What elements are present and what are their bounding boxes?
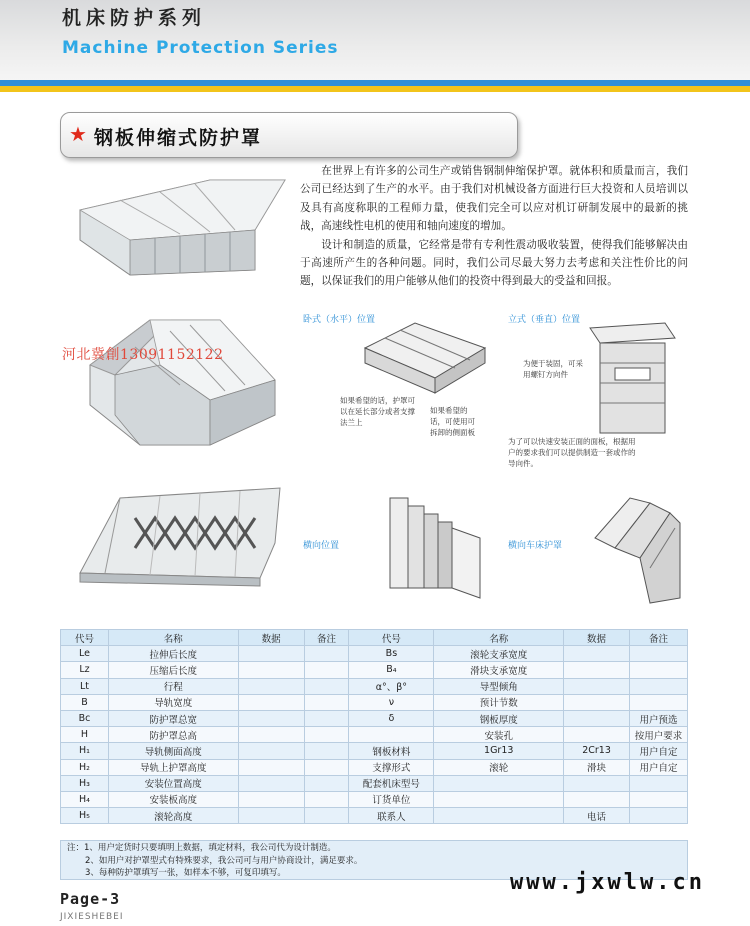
table-cell: [629, 694, 687, 710]
table-row: [61, 646, 688, 662]
table-cell: 防护罩总高: [108, 727, 238, 743]
note-line-2: 2、如用户对护罩型式有特殊要求，我公司可与用户协商设计，满足要求。: [85, 855, 363, 866]
table-cell: 按用户要求: [629, 727, 687, 743]
table-cell: [304, 775, 349, 791]
section-title: 钢板伸缩式防护罩: [94, 127, 263, 149]
product-image-roof-cover: [60, 305, 290, 450]
product-image-flat-cover: [60, 170, 290, 280]
table-cell: Bc: [61, 710, 109, 726]
series-title-en: Machine Protection Series: [62, 38, 339, 58]
spec-table-body: [61, 646, 688, 824]
table-cell: [304, 710, 349, 726]
table-cell: [564, 678, 630, 694]
table-cell: 滚轮支承宽度: [434, 646, 564, 662]
table-cell: 拉伸后长度: [108, 646, 238, 662]
table-row: [61, 678, 688, 694]
table-row: [61, 662, 688, 678]
table-row: [61, 759, 688, 775]
diagram-lateral: [375, 488, 495, 613]
header-cell: 备注: [629, 630, 687, 646]
table-cell: Lz: [61, 662, 109, 678]
header-cell: 代号: [61, 630, 109, 646]
table-cell: 支撑形式: [349, 759, 434, 775]
table-cell: [629, 662, 687, 678]
table-cell: [629, 646, 687, 662]
table-cell: H₅: [61, 808, 109, 824]
header-cell: 名称: [108, 630, 238, 646]
table-cell: [238, 759, 304, 775]
intro-paragraph-2: 设计和制造的质量，它经常是带有专利性震动吸收装置，使得我们能够解决由于高速所产生的各种问题。同时，我们公司尽最大努力去考虑和关注性价比的问题，以保证我们的用户能够从他们的投资中得到最大的受益和回报。: [300, 238, 688, 288]
table-cell: 钢板材料: [349, 743, 434, 759]
table-cell: 配套机床型号: [349, 775, 434, 791]
table-cell: 导轨上护罩高度: [108, 759, 238, 775]
table-cell: [564, 662, 630, 678]
table-cell: 滑块支承宽度: [434, 662, 564, 678]
table-row: [61, 743, 688, 759]
table-cell: [238, 775, 304, 791]
watermark-text: 河北冀創13091152122: [62, 347, 224, 363]
table-cell: [304, 727, 349, 743]
diagram-vertical: [575, 318, 685, 443]
intro-paragraph-1: 在世界上有许多的公司生产或销售钢制伸缩保护罩。就体积和质量而言，我们公司已经达到了生产的水平。由于我们对机械设备方面进行巨大投资和人员培训以及具有高度称职的工程师力量，使我们完全可以应对机订研制发展中的最新的挑战，高速线性电机的使用和轴向速度的增加。: [300, 165, 688, 233]
table-cell: [304, 646, 349, 662]
page-number: Page-3: [60, 890, 121, 908]
table-cell: 钢板厚度: [434, 710, 564, 726]
label-horizontal-position: 卧式（水平）位置: [303, 315, 376, 325]
table-cell: 滑块: [564, 759, 630, 775]
table-cell: 导轨侧面高度: [108, 743, 238, 759]
table-cell: Le: [61, 646, 109, 662]
table-cell: [564, 694, 630, 710]
diagram-horizontal: [355, 318, 505, 398]
note-screw-guide: 为便于装固，可采用螺钉方向件: [523, 359, 583, 379]
table-cell: [238, 743, 304, 759]
note-quick-install: 为了可以快速安装正面的面板，根据用户的要求我们可以提供制造一套或作的导向件。: [508, 437, 636, 468]
table-cell: 用户预选: [629, 710, 687, 726]
table-cell: [564, 727, 630, 743]
table-cell: Lt: [61, 678, 109, 694]
table-cell: α°、β°: [349, 678, 434, 694]
table-row: [61, 727, 688, 743]
series-title-cn: 机床防护系列: [62, 7, 207, 29]
table-cell: 电话: [564, 808, 630, 824]
table-cell: B₄: [349, 662, 434, 678]
table-cell: [238, 791, 304, 807]
table-row: [61, 808, 688, 824]
table-cell: [238, 678, 304, 694]
note-removable-panel: 如果希望的话，可使用可拆卸的侧面板: [430, 406, 475, 437]
table-cell: [238, 710, 304, 726]
product-image-scissor-cover: [60, 478, 290, 588]
table-cell: [434, 775, 564, 791]
table-cell: 行程: [108, 678, 238, 694]
intro-text: [300, 162, 688, 291]
table-cell: [304, 743, 349, 759]
header-cell: 名称: [434, 630, 564, 646]
note-line-3: 3、每种防护罩填写一张，如样本不够，可复印填写。: [85, 868, 286, 878]
spec-table: [60, 629, 688, 824]
table-cell: [349, 727, 434, 743]
table-cell: H₁: [61, 743, 109, 759]
label-lateral-position: 横向位置: [303, 541, 340, 551]
table-cell: B: [61, 694, 109, 710]
table-cell: 联系人: [349, 808, 434, 824]
table-cell: δ: [349, 710, 434, 726]
table-cell: [238, 646, 304, 662]
table-cell: 导型倾角: [434, 678, 564, 694]
header-cell: 代号: [349, 630, 434, 646]
table-cell: 预计节数: [434, 694, 564, 710]
table-cell: [304, 662, 349, 678]
table-cell: H₃: [61, 775, 109, 791]
table-cell: 滚轮: [434, 759, 564, 775]
table-cell: 安装孔: [434, 727, 564, 743]
diagram-lathe: [590, 488, 685, 613]
table-cell: 用户自定: [629, 743, 687, 759]
table-row: [61, 710, 688, 726]
label-vertical-position: 立式（垂直）位置: [508, 315, 581, 325]
table-cell: H₂: [61, 759, 109, 775]
table-cell: [238, 662, 304, 678]
table-cell: 导轨宽度: [108, 694, 238, 710]
table-cell: [304, 791, 349, 807]
table-cell: [564, 710, 630, 726]
table-cell: 安装位置高度: [108, 775, 238, 791]
table-cell: [304, 678, 349, 694]
table-cell: [304, 808, 349, 824]
table-cell: [629, 775, 687, 791]
table-header-row: [61, 630, 688, 646]
table-cell: [564, 791, 630, 807]
table-cell: 压缩后长度: [108, 662, 238, 678]
header-cell: 数据: [564, 630, 630, 646]
table-cell: [238, 808, 304, 824]
page-subtitle: JIXIESHEBEI: [60, 912, 124, 922]
table-cell: [629, 808, 687, 824]
table-cell: 2Cr13: [564, 743, 630, 759]
table-cell: [629, 678, 687, 694]
table-cell: 防护罩总宽: [108, 710, 238, 726]
table-cell: [564, 646, 630, 662]
table-cell: 安装板高度: [108, 791, 238, 807]
note-extension-flange: 如果希望的话，护罩可以在延长部分或者支撑法兰上: [340, 396, 415, 427]
table-cell: [238, 727, 304, 743]
note-line-1: 注：1、用户定货时只要填明上数据，填定材料，我公司代为设计制造。: [67, 843, 336, 853]
header-cell: 备注: [304, 630, 349, 646]
table-row: [61, 694, 688, 710]
header-cell: 数据: [238, 630, 304, 646]
website-url[interactable]: www.jxwlw.cn: [510, 870, 705, 895]
table-cell: [434, 808, 564, 824]
label-lathe-cover: 横向车床护罩: [508, 541, 563, 551]
star-icon: ★: [69, 122, 87, 146]
table-cell: [434, 791, 564, 807]
table-row: [61, 775, 688, 791]
table-cell: 用户自定: [629, 759, 687, 775]
table-cell: 订货单位: [349, 791, 434, 807]
table-cell: ν: [349, 694, 434, 710]
table-cell: [629, 791, 687, 807]
table-cell: 1Gr13: [434, 743, 564, 759]
table-cell: [564, 775, 630, 791]
table-cell: [238, 694, 304, 710]
header-divider-yellow: [0, 86, 750, 92]
section-title-box: [60, 112, 518, 158]
page-header: [0, 0, 750, 80]
table-row: [61, 791, 688, 807]
table-cell: Bs: [349, 646, 434, 662]
table-cell: [304, 759, 349, 775]
table-cell: [304, 694, 349, 710]
table-cell: H: [61, 727, 109, 743]
table-cell: H₄: [61, 791, 109, 807]
table-cell: 滚轮高度: [108, 808, 238, 824]
